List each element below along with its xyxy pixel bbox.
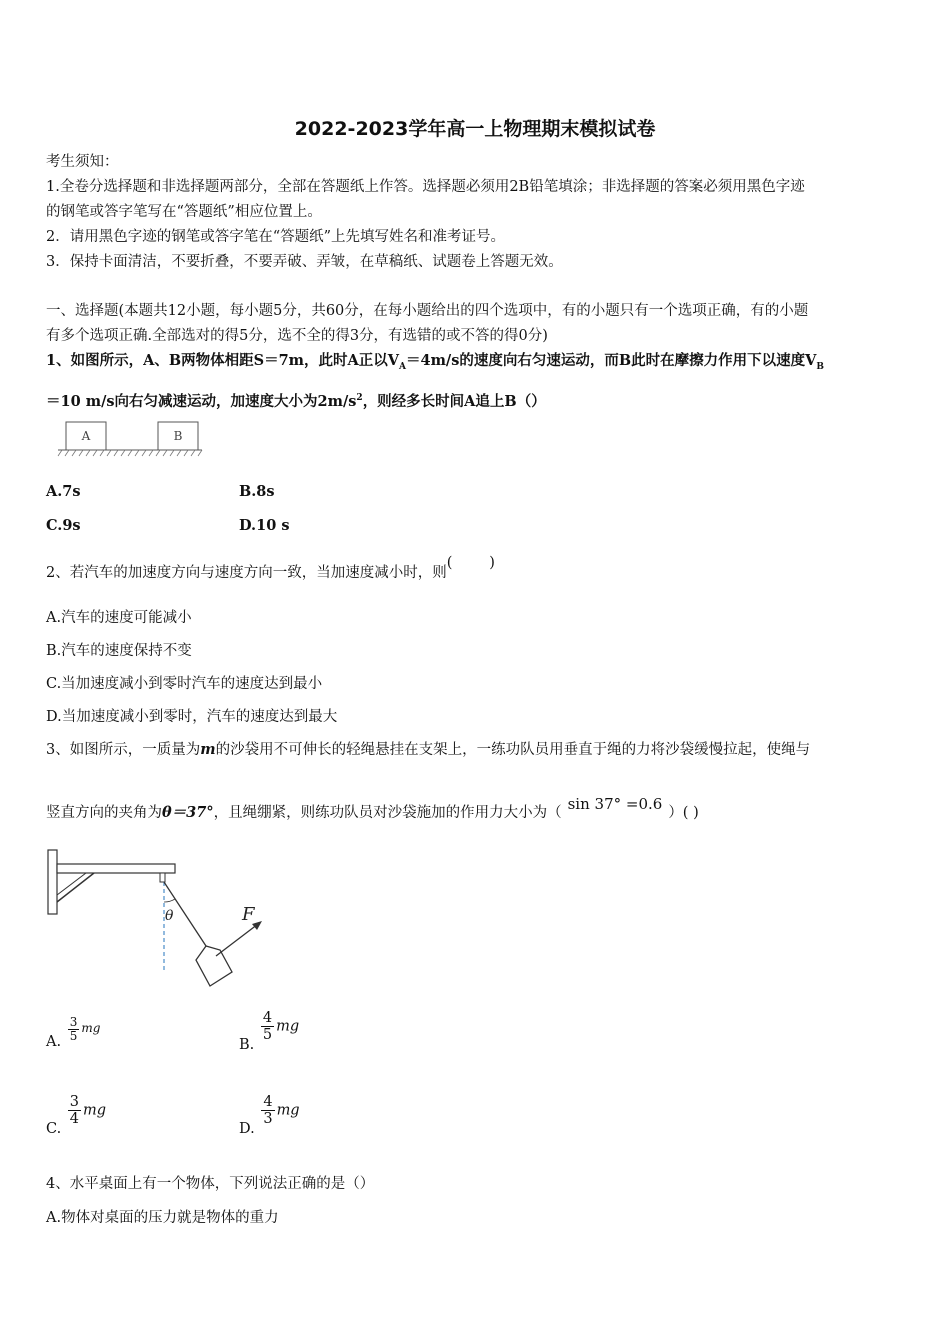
notice-line-1a: 1.全卷分选择题和非选择题两部分，全部在答题纸上作答。选择题必须用2B铅笔填涂；非选择题的答案必须用黑色字迹	[46, 179, 805, 195]
q3-option-b-mg: mg	[276, 1018, 300, 1035]
q3-stem-part2c: ）( )	[668, 805, 699, 821]
q3-stem-part2b: ，且绳绷紧，则练功队员对沙袋施加的作用力大小为（	[213, 805, 562, 821]
theta-label: θ	[165, 908, 174, 924]
q1-option-b: B.8s	[239, 483, 275, 500]
section-line-1: 一、选择题(本题共12小题，每小题5分，共60分，在每小题给出的四个选项中，有的小题只有一个选项正确，有的小题	[46, 303, 809, 319]
q3-option-b-fraction: $\frac{4}{5}$	[262, 1010, 273, 1043]
q2-stem-text: 2、若汽车的加速度方向与速度方向一致，当加速度减小时，则	[46, 565, 447, 581]
ground-hatch	[58, 450, 202, 456]
q3-option-d	[239, 1094, 300, 1137]
q3-sin-formula: sin 37° =0.6	[567, 795, 663, 813]
q1-option-a: A.7s	[46, 483, 81, 500]
q3-option-b	[239, 1010, 300, 1053]
support-brace-inner	[57, 873, 86, 895]
q3-option-a-mg: mg	[81, 1020, 101, 1035]
q1-stem-part3: ＝10 m/s向右匀减速运动，加速度大小为2m/s	[46, 392, 357, 410]
q3-option-c-label: C.	[46, 1120, 62, 1137]
q4-stem: 4、水平桌面上有一个物体，下列说法正确的是（）	[46, 1176, 375, 1192]
q4-option-a: A.物体对桌面的压力就是物体的重力	[46, 1210, 279, 1226]
q2-option-b: B.汽车的速度保持不变	[46, 643, 192, 659]
q1-stem-part4: ，则经多长时间A追上B（）	[362, 392, 546, 410]
q1-sub-a: A	[399, 361, 406, 372]
q3-option-c-mg: mg	[83, 1102, 107, 1119]
q1-stem-part1: 1、如图所示，A、B两物体相距S＝7m，此时A正以V	[46, 352, 399, 369]
support-arm	[57, 864, 175, 873]
q2-option-d: D.当加速度减小到零时，汽车的速度达到最大	[46, 709, 338, 725]
support-brace	[57, 873, 94, 902]
notice-heading: 考生须知：	[46, 154, 119, 170]
section-line-2: 有多个选项正确.全部选对的得5分，选不全的得3分，有选错的或不答的得0分)	[46, 328, 548, 344]
q2-stem	[46, 555, 495, 583]
page-title: 2022-2023学年高一上物理期末模拟试卷	[294, 118, 656, 140]
notice-line-3: 3．保持卡面清洁，不要折叠，不要弄破、弄皱，在草稿纸、试题卷上答题无效。	[46, 254, 563, 270]
q3-option-a-label: A.	[46, 1033, 62, 1050]
q1-figure	[56, 418, 206, 460]
q3-mass-symbol: m	[200, 741, 216, 758]
q1-stem-line-1	[46, 351, 824, 377]
q3-stem-line-1	[46, 740, 810, 760]
q3-option-a-fraction: $\frac{3}{5}$	[69, 1015, 78, 1043]
angle-arc	[164, 899, 175, 902]
q1-sub-b: B	[816, 361, 824, 372]
block-b-label: B	[173, 429, 183, 443]
q3-stem-part2a: 竖直方向的夹角为	[46, 805, 162, 821]
notice-line-1b: 的钢笔或答字笔写在“答题纸”相应位置上。	[46, 204, 322, 220]
force-arrow	[216, 924, 258, 956]
q3-option-d-label: D.	[239, 1120, 255, 1137]
q2-option-a: A.汽车的速度可能减小	[46, 610, 192, 626]
q3-stem-line-2	[46, 795, 699, 823]
sandbag	[196, 946, 232, 986]
wall-post	[48, 850, 57, 914]
q3-stem-part1a: 3、如图所示，一质量为	[46, 742, 201, 758]
q3-angle-value: θ＝37°	[162, 804, 214, 821]
notice-line-2: 2．请用黑色字迹的钢笔或答字笔在“答题纸”上先填写姓名和准考证号。	[46, 229, 506, 245]
q1-sup-2: 2	[356, 393, 363, 403]
block-a-label: A	[81, 429, 91, 443]
q3-option-a	[46, 1015, 101, 1050]
q3-option-d-fraction: $\frac{4}{3}$	[263, 1094, 273, 1127]
q3-option-c	[46, 1094, 107, 1137]
q1-option-c: C.9s	[46, 517, 81, 534]
q3-option-b-label: B.	[239, 1036, 255, 1053]
q3-option-d-mg: mg	[276, 1102, 300, 1119]
q3-option-c-fraction: $\frac{3}{4}$	[69, 1094, 80, 1127]
q2-option-c: C.当加速度减小到零时汽车的速度达到最小	[46, 676, 323, 692]
q2-paren: ( )	[446, 555, 495, 571]
q3-figure	[44, 846, 274, 992]
q1-stem-part2: ＝4m/s的速度向右匀速运动，而B此时在摩擦力作用下以速度V	[405, 352, 817, 369]
hook	[160, 873, 165, 882]
force-label: F	[242, 904, 255, 925]
q1-stem-line-2	[46, 388, 546, 412]
q3-stem-part1b: 的沙袋用不可伸长的轻绳悬挂在支架上，一练功队员用垂直于绳的力将沙袋缓慢拉起，使绳与	[215, 742, 811, 758]
q1-option-d: D.10 s	[239, 517, 290, 534]
